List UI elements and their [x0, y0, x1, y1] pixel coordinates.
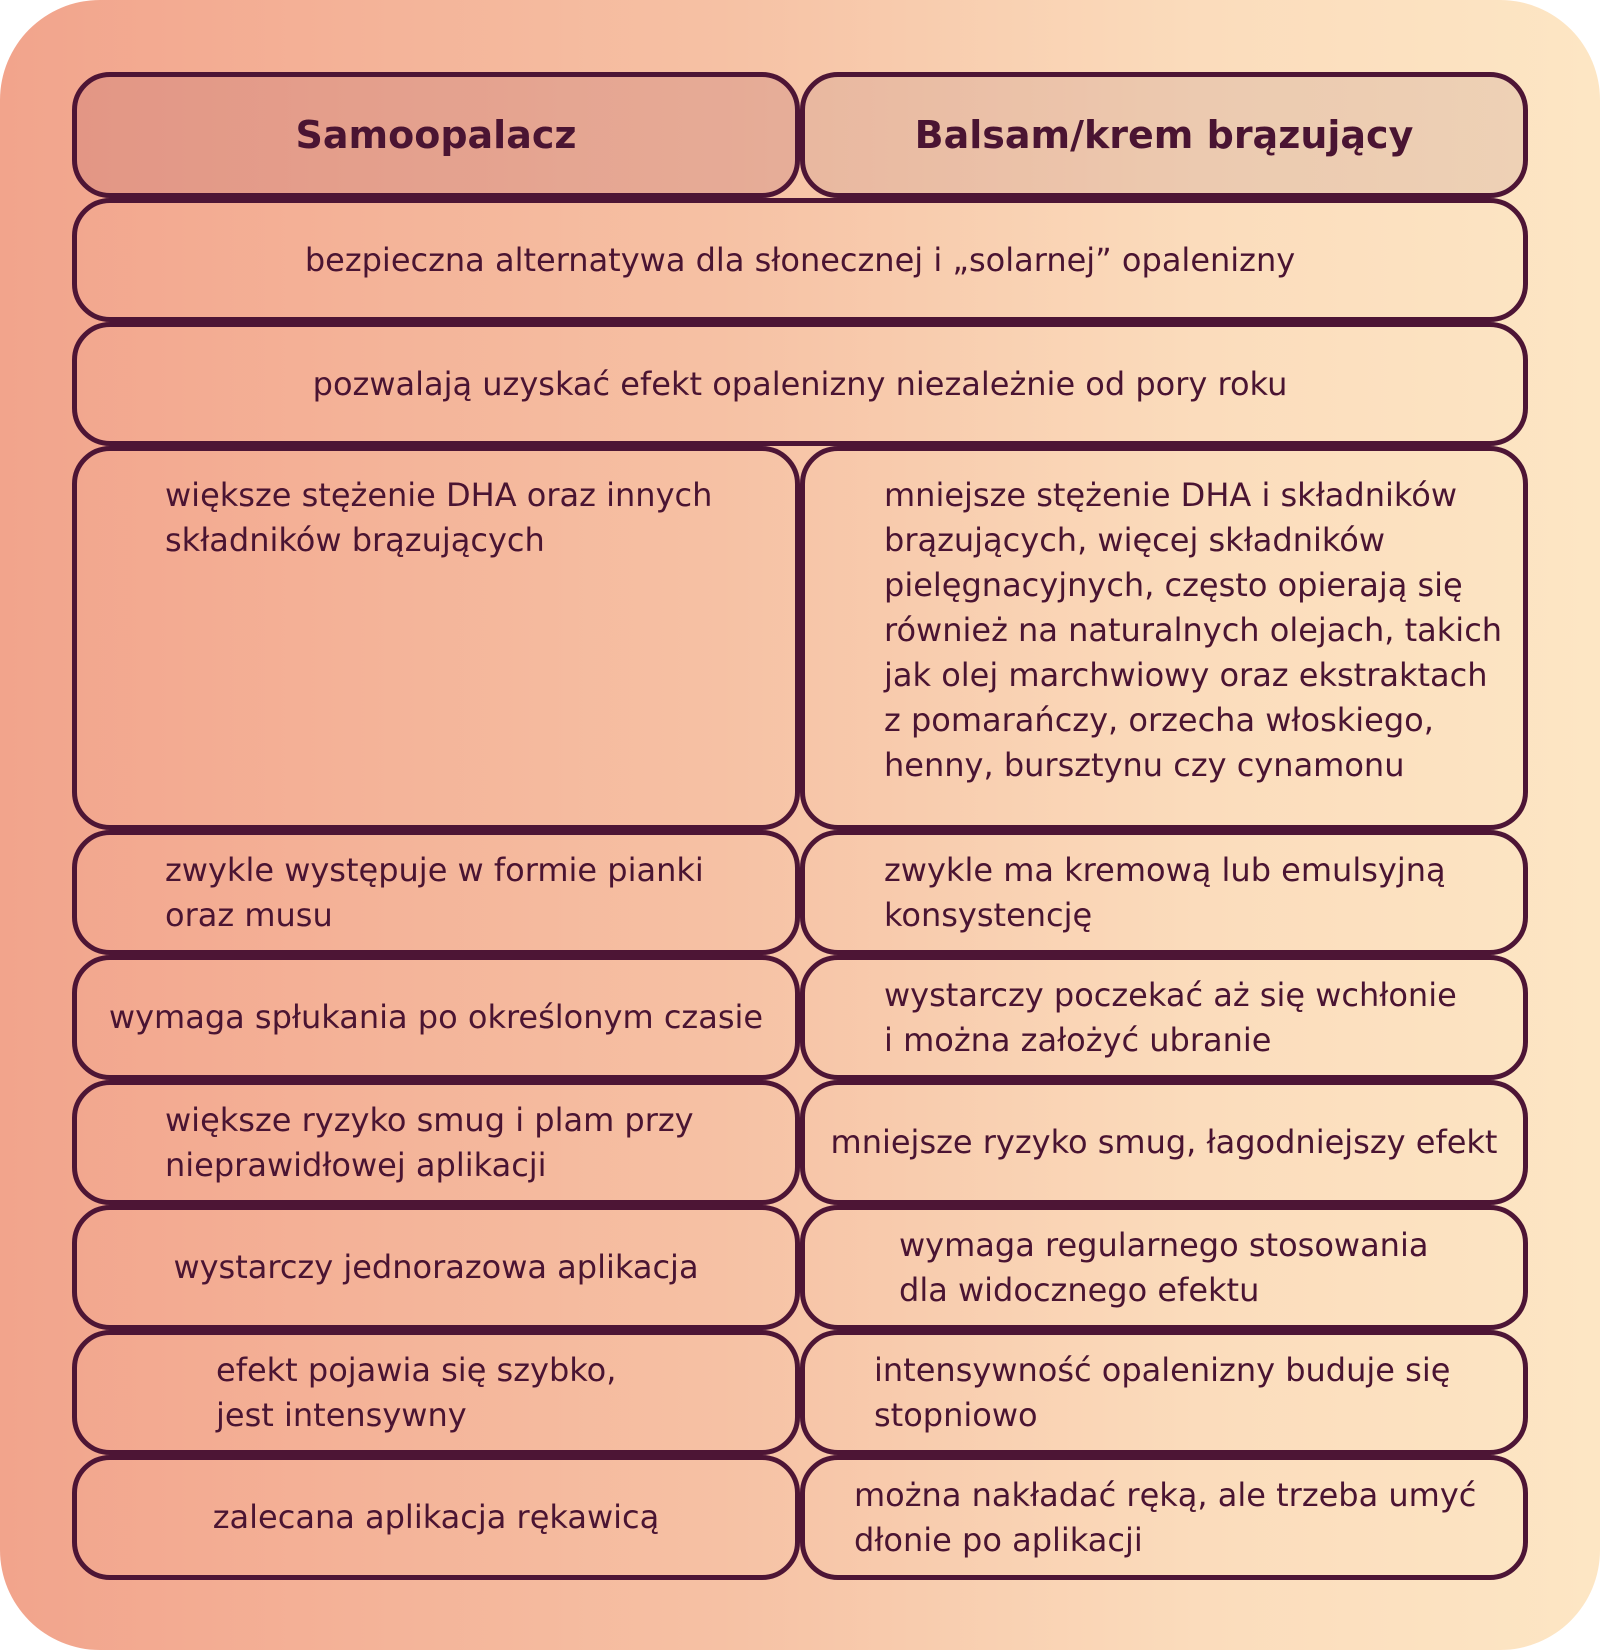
shared-row-1 — [72, 198, 1528, 322]
cell-text — [854, 1473, 1494, 1563]
right-cell-application-frequency — [800, 1205, 1528, 1330]
line: oraz musu — [165, 895, 333, 934]
line: henny, bursztynu czy cynamonu — [884, 746, 1405, 784]
right-cell-streaks — [800, 1080, 1528, 1205]
cell-text — [884, 848, 1504, 938]
cell-text — [216, 1348, 676, 1438]
left-cell-effect-speed — [72, 1330, 800, 1455]
line: można nakładać ręką, ale trzeba umyć — [854, 1475, 1477, 1514]
cell-text — [884, 473, 1504, 788]
line: stopniowo — [874, 1395, 1038, 1434]
cell-text: mniejsze ryzyko smug, łagodniejszy efekt — [830, 1123, 1498, 1161]
right-cell-glove — [800, 1455, 1528, 1580]
header-balsam — [800, 72, 1528, 198]
line: mniejsze stężenie DHA i składników — [884, 476, 1458, 514]
line: składników brązujących — [165, 521, 545, 559]
line: również na naturalnych olejach, takich — [884, 611, 1503, 649]
header-samoopalacz — [72, 72, 800, 198]
line: jest intensywny — [216, 1395, 467, 1434]
line: zwykle ma kremową lub emulsyjną — [884, 850, 1446, 889]
cell-text — [884, 973, 1504, 1063]
cell-text — [899, 1223, 1459, 1313]
right-cell-effect-speed — [800, 1330, 1528, 1455]
line: konsystencję — [884, 895, 1093, 934]
cell-text — [165, 1098, 725, 1188]
line: z pomarańczy, orzecha włoskiego, — [884, 701, 1434, 739]
shared-row-text: bezpieczna alternatywa dla słonecznej i „solarnej” opalenizny — [304, 240, 1296, 279]
shared-row-2 — [72, 322, 1528, 446]
cell-text: wystarczy jednorazowa aplikacja — [173, 1248, 699, 1286]
line: dłonie po aplikacji — [854, 1520, 1143, 1559]
line: wymaga regularnego stosowania — [899, 1225, 1429, 1264]
line: intensywność opalenizny buduje się — [874, 1350, 1451, 1389]
header-label-right: Balsam/krem brązujący — [914, 112, 1414, 157]
cell-text — [874, 1348, 1494, 1438]
line: nieprawidłowej aplikacji — [165, 1145, 547, 1184]
line: wystarczy poczekać aż się wchłonie — [884, 975, 1457, 1014]
left-cell-application-frequency — [72, 1205, 800, 1330]
cell-text — [165, 848, 725, 938]
line: jak olej marchwiowy oraz ekstraktach — [884, 656, 1488, 694]
line: efekt pojawia się szybko, — [216, 1350, 617, 1389]
line: dla widocznego efektu — [899, 1270, 1260, 1309]
line: większe stężenie DHA oraz innych — [165, 476, 713, 514]
left-cell-concentration — [72, 446, 800, 830]
cell-text — [165, 473, 725, 563]
cell-text: zalecana aplikacja rękawicą — [212, 1498, 660, 1536]
line: zwykle występuje w formie pianki — [165, 850, 704, 889]
cell-text: wymaga spłukania po określonym czasie — [108, 998, 764, 1036]
left-cell-rinse — [72, 955, 800, 1080]
line: brązujących, więcej składników — [884, 521, 1386, 559]
right-cell-rinse — [800, 955, 1528, 1080]
line: i można założyć ubranie — [884, 1020, 1272, 1059]
left-cell-glove — [72, 1455, 800, 1580]
shared-row-text: pozwalają uzyskać efekt opalenizny niezależnie od pory roku — [312, 364, 1288, 403]
line: pielęgnacyjnych, często opierają się — [884, 566, 1463, 604]
right-cell-concentration — [800, 446, 1528, 830]
right-cell-form — [800, 830, 1528, 955]
line: większe ryzyko smug i plam przy — [165, 1100, 694, 1139]
header-label-left: Samoopalacz — [295, 112, 577, 157]
left-cell-streaks — [72, 1080, 800, 1205]
left-cell-form — [72, 830, 800, 955]
